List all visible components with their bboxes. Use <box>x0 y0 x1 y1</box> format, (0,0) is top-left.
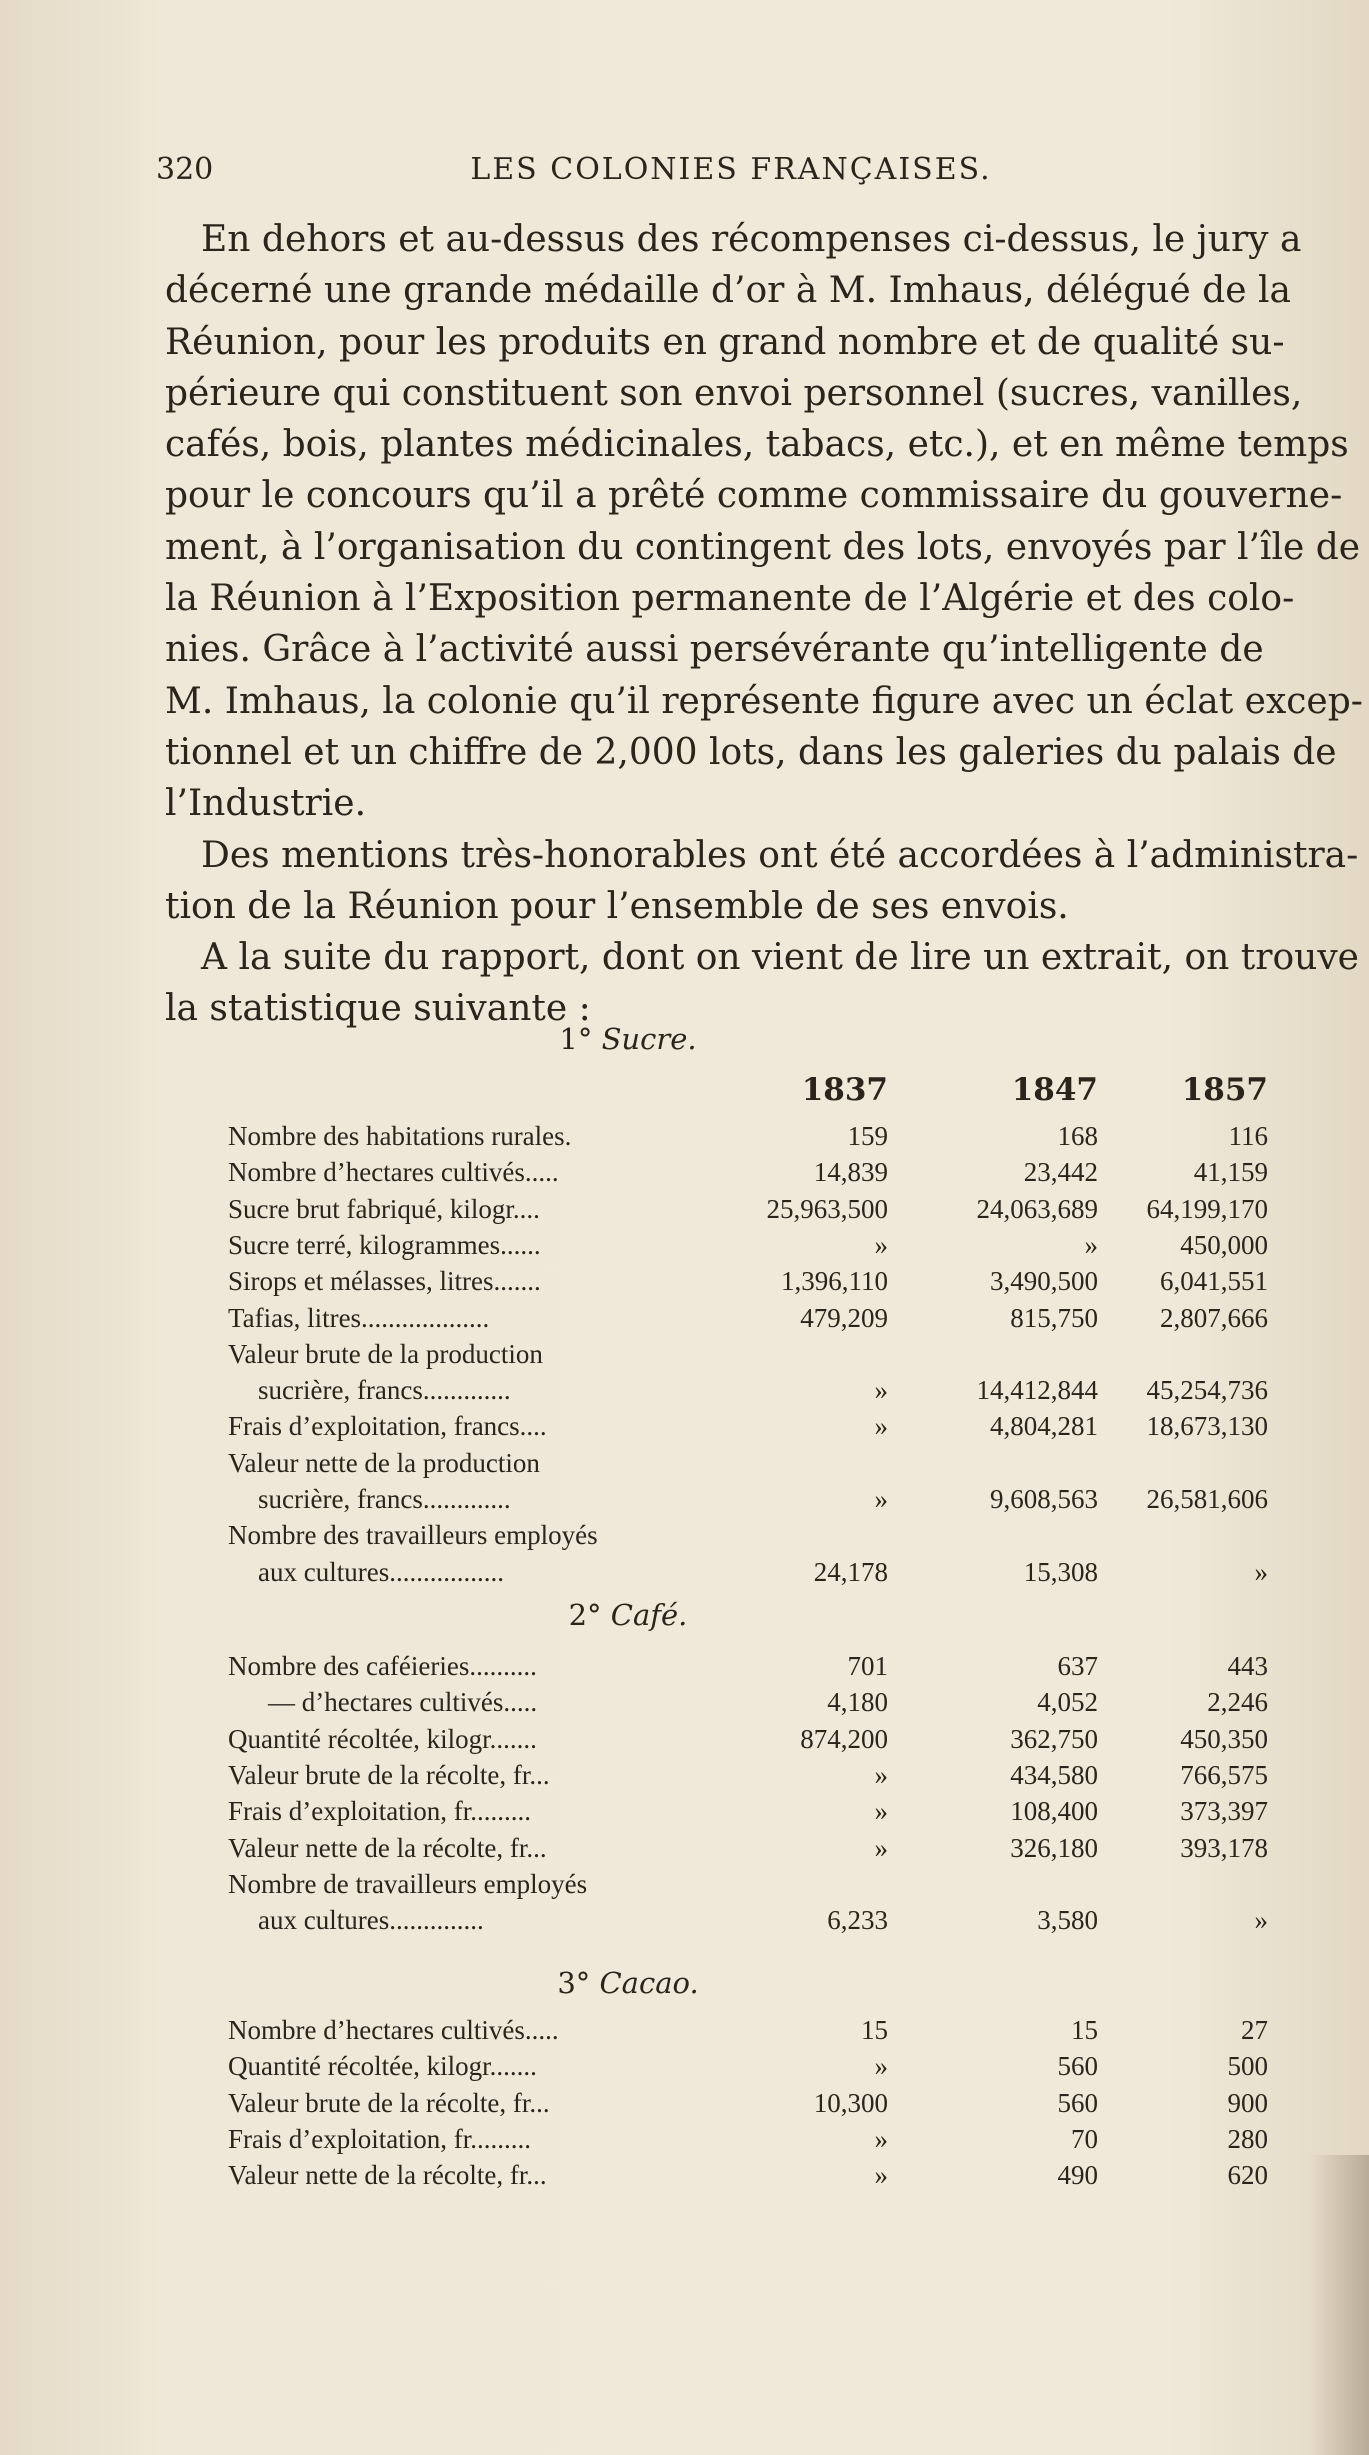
section-name: Café. <box>610 1598 688 1632</box>
cell-value: 41,159 <box>1193 1157 1268 1188</box>
page-header <box>156 152 1306 202</box>
table-row <box>228 1227 1268 1263</box>
cell-value: 443 <box>1227 1651 1268 1681</box>
section-title <box>228 1598 1028 1632</box>
table-row <box>228 1684 1268 1720</box>
cell-value: » <box>874 2051 888 2082</box>
cell-value: 2,246 <box>1207 1687 1268 1718</box>
cell-value: » <box>1084 1229 1098 1260</box>
cell-value: » <box>874 1796 888 1827</box>
text-line: tionnel et un chiffre de 2,000 lots, dans les galeries du palais de <box>165 731 1337 773</box>
row-label: Nombre d’hectares cultivés..... <box>228 2015 559 2045</box>
table-row <box>228 1648 1268 1684</box>
row-label: Nombre des habitations rurales. <box>228 1121 572 1151</box>
cell-value: 26,581,606 <box>1146 1484 1268 1514</box>
running-title: LES COLONIES FRANÇAISES. <box>470 152 992 187</box>
body-paragraphs <box>165 214 1363 1035</box>
text-line: A la suite du rapport, dont on vient de lire un extrait, on trouve <box>201 937 1359 979</box>
cell-value: 450,350 <box>1180 1723 1268 1754</box>
cell-value: 1,396,110 <box>781 1266 888 1297</box>
cell-value: 2,807,666 <box>1160 1302 1268 1333</box>
cell-value: » <box>874 2160 888 2191</box>
table-row <box>228 2085 1268 2121</box>
text-line: décerné une grande médaille d’or à M. Imhaus, délégué de la <box>165 270 1291 312</box>
cell-value: 24,178 <box>813 1556 888 1587</box>
section-name: Cacao. <box>599 1966 699 2000</box>
cell-value: 450,000 <box>1180 1229 1268 1260</box>
text-line: nies. Grâce à l’activité aussi persévérante qu’intelligente de <box>165 629 1264 671</box>
page-number: 320 <box>156 152 214 187</box>
table-row <box>228 1866 1268 1902</box>
table-row <box>228 1902 1268 1938</box>
row-label: Valeur brute de la récolte, fr... <box>228 2087 550 2118</box>
cell-value: 23,442 <box>1023 1157 1098 1188</box>
table-row <box>228 1336 1268 1372</box>
cell-value: 3,490,500 <box>990 1266 1098 1297</box>
cell-value: 159 <box>847 1121 888 1151</box>
cell-value: » <box>1254 1556 1268 1587</box>
table-row <box>228 1830 1268 1866</box>
cell-value: 10,300 <box>813 2087 888 2118</box>
table-row <box>228 1372 1268 1408</box>
cell-value: » <box>874 1832 888 1863</box>
row-label: Nombre d’hectares cultivés..... <box>228 1157 559 1188</box>
cell-value: 4,180 <box>827 1687 888 1718</box>
cell-value: » <box>874 1229 888 1260</box>
cell-value: 18,673,130 <box>1146 1411 1268 1442</box>
text-line: En dehors et au-dessus des récompenses ci-dessus, le jury a <box>201 219 1302 260</box>
cell-value: 766,575 <box>1180 1759 1268 1790</box>
cell-value: 815,750 <box>1010 1302 1098 1333</box>
section-number: 3° <box>557 1966 591 2000</box>
cell-value: 64,199,170 <box>1146 1193 1268 1224</box>
cell-value: 6,041,551 <box>1160 1266 1268 1297</box>
row-label: Valeur nette de la récolte, fr... <box>228 2160 547 2191</box>
cell-value: 362,750 <box>1010 1723 1098 1754</box>
page-edge-shadow <box>1309 2155 1369 2455</box>
table-row <box>228 1154 1268 1190</box>
section-name: Sucre. <box>601 1022 697 1056</box>
table-row <box>228 2121 1268 2157</box>
cell-value: » <box>874 1484 888 1514</box>
row-label: Nombre de travailleurs employés <box>228 1868 588 1899</box>
table-row <box>228 1793 1268 1829</box>
years-header-row <box>228 1072 1268 1112</box>
table-row <box>228 1118 1268 1154</box>
row-label: — d’hectares cultivés..... <box>268 1687 538 1718</box>
row-label: Sirops et mélasses, litres....... <box>228 1266 541 1297</box>
cell-value: 874,200 <box>800 1723 888 1754</box>
text-line: la statistique suivante : <box>165 988 591 1030</box>
cell-value: 15,308 <box>1023 1556 1098 1587</box>
cell-value: 393,178 <box>1180 1832 1268 1863</box>
text-line: M. Imhaus, la colonie qu’il représente figure avec un éclat excep- <box>165 680 1363 722</box>
row-label: Valeur nette de la récolte, fr... <box>228 1832 547 1863</box>
row-label: Tafias, litres................... <box>228 1302 490 1333</box>
table-row <box>228 1191 1268 1227</box>
cell-value: 280 <box>1227 2123 1268 2154</box>
cell-value: 4,804,281 <box>990 1411 1098 1442</box>
section-number: 2° <box>568 1598 602 1632</box>
cell-value: » <box>874 1759 888 1790</box>
cell-value: 9,608,563 <box>990 1484 1098 1514</box>
row-label: Sucre terré, kilogrammes...... <box>228 1229 541 1260</box>
text-line: l’Industrie. <box>165 783 367 825</box>
row-label: aux cultures.............. <box>258 1905 484 1936</box>
cell-value: 620 <box>1227 2160 1268 2191</box>
row-label: sucrière, francs............. <box>258 1375 511 1406</box>
cell-value: 637 <box>1057 1651 1098 1681</box>
cell-value: 14,412,844 <box>976 1375 1098 1406</box>
row-label: Valeur brute de la production <box>228 1338 543 1369</box>
text-line: ment, à l’organisation du contingent des lots, envoyés par l’île de <box>165 526 1361 568</box>
text-line: Des mentions très-honorables ont été accordées à l’administra- <box>201 834 1359 876</box>
table-row <box>228 1408 1268 1444</box>
row-label: sucrière, francs............. <box>258 1484 511 1514</box>
row-label: Nombre des caféieries.......... <box>228 1651 537 1681</box>
table-row <box>228 2048 1268 2084</box>
cell-value: 560 <box>1057 2051 1098 2082</box>
cell-value: 500 <box>1227 2051 1268 2082</box>
cell-value: 168 <box>1057 1121 1098 1151</box>
cell-value: 479,209 <box>800 1302 888 1333</box>
year-header: 1857 <box>1181 1072 1268 1108</box>
row-label: Valeur brute de la récolte, fr... <box>228 1759 550 1790</box>
text-line: pour le concours qu’il a prêté comme commissaire du gouverne- <box>165 475 1343 517</box>
cell-value: 373,397 <box>1180 1796 1268 1827</box>
section-title <box>228 1966 1028 2000</box>
cell-value: 434,580 <box>1010 1759 1098 1790</box>
cell-value: 560 <box>1057 2087 1098 2118</box>
row-label: Quantité récoltée, kilogr....... <box>228 1723 537 1754</box>
table-row <box>228 1757 1268 1793</box>
cell-value: » <box>874 2123 888 2154</box>
row-label: Quantité récoltée, kilogr....... <box>228 2051 537 2082</box>
cell-value: 326,180 <box>1010 1832 1098 1863</box>
cell-value: » <box>1254 1905 1268 1936</box>
row-label: Frais d’exploitation, fr......... <box>228 1796 531 1827</box>
cell-value: 116 <box>1228 1121 1268 1151</box>
table-row <box>228 1554 1268 1590</box>
cell-value: 14,839 <box>813 1157 888 1188</box>
row-label: Nombre des travailleurs employés <box>228 1520 598 1551</box>
cell-value: 25,963,500 <box>766 1193 888 1224</box>
table-row <box>228 1517 1268 1553</box>
table-row <box>228 1481 1268 1517</box>
row-label: Frais d’exploitation, fr......... <box>228 2123 531 2154</box>
cell-value: 490 <box>1057 2160 1098 2191</box>
text-line: Réunion, pour les produits en grand nombre et de qualité su- <box>165 321 1285 363</box>
cell-value: 45,254,736 <box>1146 1375 1268 1406</box>
cell-value: 4,052 <box>1037 1687 1098 1718</box>
table-row <box>228 2012 1268 2048</box>
row-label: Sucre brut fabriqué, kilogr.... <box>228 1193 540 1224</box>
table-row <box>228 1263 1268 1299</box>
table-row <box>228 1300 1268 1336</box>
cell-value: 6,233 <box>827 1905 888 1936</box>
cell-value: 3,580 <box>1037 1905 1098 1936</box>
cell-value: 27 <box>1241 2015 1268 2045</box>
section-title <box>228 1022 1028 1056</box>
cell-value: 15 <box>861 2015 888 2045</box>
row-label: Valeur nette de la production <box>228 1447 540 1478</box>
text-line: cafés, bois, plantes médicinales, tabacs, etc.), et en même temps <box>165 424 1349 466</box>
text-line: périeure qui constituent son envoi personnel (sucres, vanilles, <box>165 372 1303 414</box>
cell-value: 15 <box>1071 2015 1098 2045</box>
cell-value: 108,400 <box>1010 1796 1098 1827</box>
text-line: la Réunion à l’Exposition permanente de l’Algérie et des colo- <box>165 578 1295 620</box>
text-line: tion de la Réunion pour l’ensemble de ses envois. <box>165 885 1069 927</box>
cell-value: » <box>874 1411 888 1442</box>
table-row <box>228 1721 1268 1757</box>
cell-value: 24,063,689 <box>976 1193 1098 1224</box>
cell-value: 900 <box>1227 2087 1268 2118</box>
year-header: 1837 <box>801 1072 888 1108</box>
table-row <box>228 2157 1268 2193</box>
row-label: Frais d’exploitation, francs.... <box>228 1411 547 1442</box>
year-header: 1847 <box>1011 1072 1098 1108</box>
cell-value: » <box>874 1375 888 1406</box>
section-number: 1° <box>559 1022 593 1056</box>
row-label: aux cultures................. <box>258 1556 504 1587</box>
cell-value: 701 <box>847 1651 888 1681</box>
cell-value: 70 <box>1071 2123 1098 2154</box>
table-row <box>228 1445 1268 1481</box>
